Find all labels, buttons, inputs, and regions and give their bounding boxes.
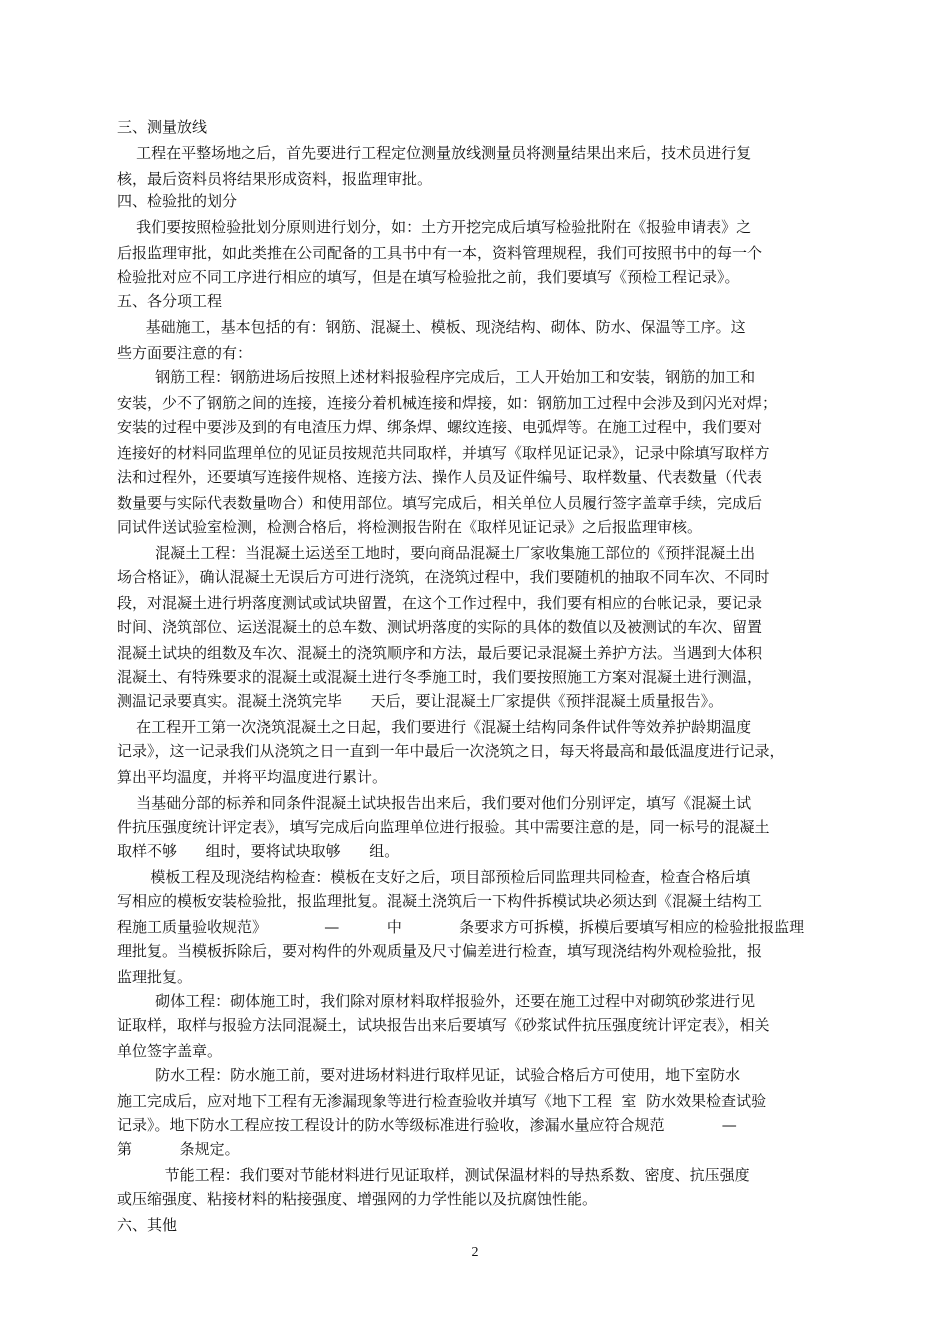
text-line: 防水工程：防水施工前，要对进场材料进行取样见证，试验合格后方可使用，地下室防水 [117,1066,741,1084]
text-line: 钢筋工程：钢筋进场后按照上述材料报验程序完成后，工人开始加工和安装，钢筋的加工和 [117,368,756,386]
text-line: 当基础分部的标养和同条件混凝土试块报告出来后，我们要对他们分别评定，填写《混凝土试 [117,794,752,812]
text-line: 混凝土、有特殊要求的混凝土或混凝土进行冬季施工时，我们要按照施工方案对混凝土进行测温， [117,668,763,686]
text-line: 取样不够 组时，要将试块取够 组。 [117,842,400,860]
text-line: 证取样，取样与报验方法同混凝土，试块报告出来后要填写《砂浆试件抗压强度统计评定表》，相关 [117,1016,770,1034]
text-line: 场合格证》，确认混凝土无误后方可进行浇筑，在浇筑过程中，我们要随机的抽取不同车次、不同时 [117,568,770,586]
text-line: 件抗压强度统计评定表》，填写完成后向监理单位进行报验。其中需要注意的是，同一标号的混凝土 [117,818,770,836]
text-line: 理批复。当模板拆除后，要对构件的外观质量及尺寸偏差进行检查，填写现浇结构外观检验批，报 [117,942,763,960]
text-line: 些方面要注意的有： [117,344,253,362]
section-heading: 六、其他 [117,1216,178,1234]
text-line: 记录》，这一记录我们从浇筑之日一直到一年中最后一次浇筑之日，每天将最高和最低温度进行记录， [117,742,785,760]
text-line: 数量要与实际代表数量吻合）和使用部位。填写完成后，相关单位人员履行签字盖章手续，完成后 [117,494,763,512]
text-line: 在工程开工第一次浇筑混凝土之日起，我们要进行《混凝土结构同条件试件等效养护龄期温度 [117,718,752,736]
text-line: 基础施工，基本包括的有：钢筋、混凝土、模板、现浇结构、砌体、防水、保温等工序。这 [117,318,746,336]
section-heading: 四、检验批的划分 [117,192,238,210]
text-line: 写相应的模板安装检验批，报监理批复。混凝土浇筑后一下构件拆模试块必须达到《混凝土结构工 [117,892,763,910]
text-line: 单位签字盖章。 [117,1042,223,1060]
text-line: 核，最后资料员将结果形成资料，报监理审批。 [117,170,433,188]
text-line: 时间、浇筑部位、运送混凝土的总车数、测试坍落度的实际的具体的数值以及被测试的车次、留置 [117,618,763,636]
text-line: 节能工程：我们要对节能材料进行见证取样，测试保温材料的导热系数、密度、抗压强度 [117,1166,750,1184]
text-line: 安装，少不了钢筋之间的连接，连接分着机械连接和焊接，如：钢筋加工过程中会涉及到闪光对焊； [117,394,778,412]
text-line: 测温记录要真实。混凝土浇筑完毕 天后，要让混凝土厂家提供《预拌混凝土质量报告》。 [117,692,724,710]
text-line: 混凝土工程：当混凝土运送至工地时，要向商品混凝土厂家收集施工部位的《预拌混凝土出 [117,544,756,562]
text-line: 检验批对应不同工序进行相应的填写，但是在填写检验批之前，我们要填写《预检工程记录》。 [117,268,740,286]
text-line: 安装的过程中要涉及到的有电渣压力焊、绑条焊、螺纹连接、电弧焊等。在施工过程中，我们要对 [117,418,763,436]
text-line: 程施工质量验收规范》 — 中 条要求方可拆模，拆模后要填写相应的检验批报监理 [117,918,805,936]
section-heading: 五、各分项工程 [117,292,223,310]
text-line: 段，对混凝土进行坍落度测试或试块留置，在这个工作过程中，我们要有相应的台帐记录，要记录 [117,594,763,612]
text-line: 砌体工程：砌体施工时，我们除对原材料取样报验外，还要在施工过程中对砌筑砂浆进行见 [117,992,756,1010]
text-line: 我们要按照检验批划分原则进行划分，如：土方开挖完成后填写检验批附在《报验申请表》之 [117,218,752,236]
text-line: 法和过程外，还要填写连接件规格、连接方法、操作人员及证件编号、取样数量、代表数量（代表 [117,468,763,486]
text-line: 或压缩强度、粘接材料的粘接强度、增强网的力学性能以及抗腐蚀性能。 [117,1190,598,1208]
section-heading: 三、测量放线 [117,118,208,136]
page-number: 2 [471,1245,479,1260]
text-line: 记录》。地下防水工程应按工程设计的防水等级标准进行验收，渗漏水量应符合规范 — [117,1116,737,1134]
text-line: 连接好的材料同监理单位的见证员按规范共同取样，并填写《取样见证记录》，记录中除填写取样方 [117,444,770,462]
text-line: 同试件送试验室检测，检测合格后，将检测报告附在《取样见证记录》之后报监理审核。 [117,518,703,536]
text-line: 工程在平整场地之后，首先要进行工程定位测量放线测量员将测量结果出来后，技术员进行复 [117,144,752,162]
text-line: 模板工程及现浇结构检查：模板在支好之后，项目部预检后同监理共同检查，检查合格后填 [117,868,751,886]
text-line: 后报监理审批，如此类推在公司配备的工具书中有一本，资料管理规程，我们可按照书中的每一个 [117,244,763,262]
text-line: 施工完成后，应对地下工程有无渗漏现象等进行检查验收并填写《地下工程 室 防水效果检查试验 [117,1092,767,1110]
text-line: 监理批复。 [117,968,193,986]
text-line: 第 条规定。 [117,1140,240,1158]
text-line: 混凝土试块的组数及车次、混凝土的浇筑顺序和方法，最后要记录混凝土养护方法。当遇到大体积 [117,644,763,662]
text-line: 算出平均温度，并将平均温度进行累计。 [117,768,388,786]
